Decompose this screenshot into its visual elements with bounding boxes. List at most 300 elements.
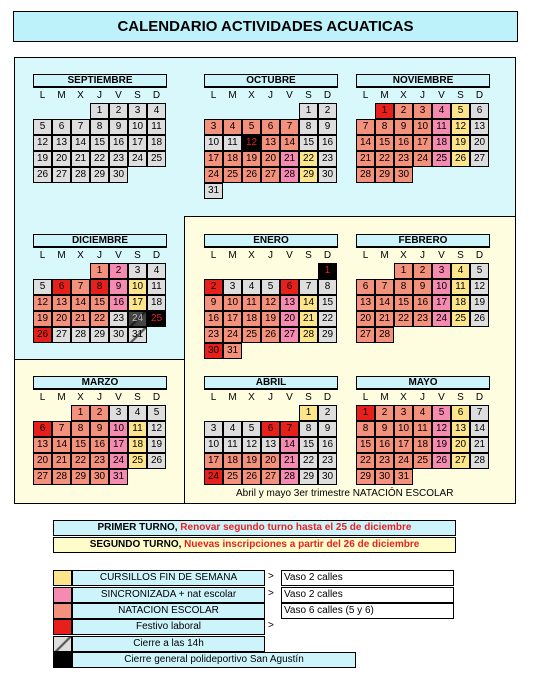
day-cell: 2: [413, 263, 432, 279]
day-cell: 20: [261, 453, 280, 469]
day-cell: 23: [109, 151, 128, 167]
weekday-label: J: [420, 392, 425, 403]
weekday-label: S: [457, 392, 464, 403]
day-cell: 12: [242, 135, 261, 151]
weekday-label: X: [77, 392, 84, 403]
day-cell: 21: [71, 151, 90, 167]
day-cell: 24: [413, 151, 432, 167]
day-cell: 14: [356, 135, 375, 151]
weekday-label: D: [152, 90, 161, 101]
day-grid: [33, 103, 166, 199]
day-cell: 24: [128, 311, 147, 327]
day-cell: 29: [71, 469, 90, 485]
weekday-label: D: [323, 90, 332, 101]
day-cell: 29: [299, 167, 318, 183]
day-cell: 16: [109, 295, 128, 311]
weekday-label: S: [134, 90, 141, 101]
legend-label-festivo: Festivo laboral: [72, 619, 265, 635]
day-cell: 29: [356, 469, 375, 485]
weekday-label: S: [134, 392, 141, 403]
day-cell: 20: [261, 151, 280, 167]
day-cell: 5: [242, 119, 261, 135]
day-cell: 5: [451, 103, 470, 119]
weekday-label: M: [228, 250, 237, 261]
weekday-label: V: [438, 90, 445, 101]
day-cell: 31: [394, 469, 413, 485]
day-cell: 19: [261, 311, 280, 327]
first-turn-text: Renovar segundo turno hasta el 25 de diciembre: [180, 522, 412, 533]
day-cell: 7: [356, 119, 375, 135]
day-cell: 17: [413, 135, 432, 151]
day-cell: 6: [261, 421, 280, 437]
day-cell: 22: [71, 453, 90, 469]
day-cell: 27: [280, 327, 299, 343]
day-cell: 12: [451, 119, 470, 135]
day-grid: [204, 263, 337, 359]
day-cell: 22: [90, 311, 109, 327]
weekday-label: M: [380, 392, 389, 403]
day-grid: [356, 263, 489, 359]
day-cell: 2: [394, 103, 413, 119]
legend-label-cierre-general: Cierre general polideportivo San Agustín: [72, 652, 356, 668]
day-cell: 8: [394, 279, 413, 295]
day-cell: 10: [128, 119, 147, 135]
day-cell: 3: [432, 263, 451, 279]
day-cell: 20: [356, 311, 375, 327]
day-cell: 29: [90, 327, 109, 343]
weekday-label: D: [323, 250, 332, 261]
day-cell: 30: [109, 327, 128, 343]
day-cell: 11: [223, 135, 242, 151]
weekday-label: L: [39, 90, 46, 101]
day-cell: 4: [413, 405, 432, 421]
day-cell: 6: [470, 103, 489, 119]
legend-pool-sincronizada: Vaso 2 calles: [281, 587, 454, 603]
weekday-label: M: [228, 90, 237, 101]
day-cell: 5: [33, 279, 52, 295]
day-cell: 10: [413, 119, 432, 135]
day-cell: 17: [394, 437, 413, 453]
day-cell: 17: [432, 295, 451, 311]
month-may: [356, 376, 492, 501]
day-cell: 8: [299, 421, 318, 437]
day-cell: 4: [147, 103, 166, 119]
day-cell: 1: [356, 405, 375, 421]
day-cell: 30: [90, 469, 109, 485]
day-cell: 3: [109, 405, 128, 421]
weekday-header: [356, 250, 492, 262]
day-cell: 23: [375, 453, 394, 469]
day-cell: 3: [204, 421, 223, 437]
day-cell: 5: [147, 405, 166, 421]
day-cell: 22: [318, 311, 337, 327]
day-cell: 27: [52, 167, 71, 183]
day-cell: 25: [451, 311, 470, 327]
day-grid: [204, 103, 337, 199]
weekday-label: D: [152, 392, 161, 403]
weekday-label: S: [305, 392, 312, 403]
weekday-label: D: [475, 90, 484, 101]
day-cell: 22: [90, 151, 109, 167]
day-cell: 3: [204, 119, 223, 135]
day-cell: 15: [375, 135, 394, 151]
month-october: [204, 74, 340, 199]
day-cell: 1: [394, 263, 413, 279]
day-cell: 3: [128, 103, 147, 119]
day-cell: 31: [204, 183, 223, 199]
day-cell: 22: [356, 453, 375, 469]
day-cell: 26: [242, 469, 261, 485]
day-cell: 12: [147, 421, 166, 437]
weekday-label: J: [420, 90, 425, 101]
weekday-label: D: [475, 250, 484, 261]
day-cell: 15: [90, 135, 109, 151]
weekday-label: X: [248, 90, 255, 101]
day-cell: 19: [432, 437, 451, 453]
day-cell: 27: [33, 469, 52, 485]
weekday-label: L: [39, 250, 46, 261]
day-cell: 28: [375, 327, 394, 343]
month-title: NOVIEMBRE: [356, 74, 490, 88]
day-cell: 26: [470, 311, 489, 327]
weekday-label: S: [305, 90, 312, 101]
second-turn-text: Nuevas inscripciones a partir del 26 de diciembre: [184, 539, 420, 550]
weekday-label: J: [268, 392, 273, 403]
third-trimester-note: Abril y mayo 3er trimestre NATACIÓN ESCOLAR: [236, 488, 454, 499]
day-cell: 13: [52, 135, 71, 151]
day-cell: 4: [128, 405, 147, 421]
day-cell: 15: [90, 295, 109, 311]
day-cell: 19: [451, 135, 470, 151]
day-cell: 19: [470, 295, 489, 311]
day-cell: 11: [128, 421, 147, 437]
day-cell: 25: [128, 453, 147, 469]
day-cell: 12: [470, 279, 489, 295]
day-cell: 7: [71, 279, 90, 295]
day-cell: 22: [299, 453, 318, 469]
weekday-label: J: [268, 250, 273, 261]
day-cell: 13: [52, 295, 71, 311]
day-cell: 14: [71, 135, 90, 151]
day-cell: 25: [147, 311, 166, 327]
weekday-header: [33, 90, 169, 102]
day-cell: 19: [242, 453, 261, 469]
day-cell: 18: [147, 295, 166, 311]
day-cell: 27: [261, 167, 280, 183]
day-cell: 7: [280, 421, 299, 437]
day-cell: 8: [375, 119, 394, 135]
weekday-label: D: [323, 392, 332, 403]
day-cell: 9: [109, 119, 128, 135]
day-cell: 8: [318, 279, 337, 295]
day-cell: 29: [318, 327, 337, 343]
day-cell: 21: [52, 453, 71, 469]
legend-swatch-sincronizada: [53, 587, 72, 603]
day-cell: 25: [147, 151, 166, 167]
weekday-label: S: [457, 90, 464, 101]
weekday-label: V: [115, 250, 122, 261]
day-cell: 12: [33, 295, 52, 311]
day-cell: 8: [90, 279, 109, 295]
day-cell: 24: [109, 453, 128, 469]
day-cell: 20: [33, 453, 52, 469]
weekday-label: V: [286, 250, 293, 261]
day-cell: 8: [71, 421, 90, 437]
legend-label-cursillos: CURSILLOS FIN DE SEMANA: [72, 570, 265, 586]
day-cell: 18: [451, 295, 470, 311]
day-cell: 5: [470, 263, 489, 279]
day-cell: 14: [71, 295, 90, 311]
weekday-label: X: [248, 392, 255, 403]
day-cell: 22: [299, 151, 318, 167]
day-cell: 9: [90, 421, 109, 437]
day-cell: 11: [223, 437, 242, 453]
day-cell: 12: [261, 295, 280, 311]
month-title: SEPTIEMBRE: [33, 74, 167, 88]
weekday-label: X: [400, 90, 407, 101]
day-cell: 30: [109, 167, 128, 183]
day-grid: [33, 405, 166, 501]
day-cell: 12: [432, 421, 451, 437]
day-cell: 16: [109, 135, 128, 151]
day-cell: 1: [71, 405, 90, 421]
weekday-label: L: [39, 392, 46, 403]
day-cell: 18: [147, 135, 166, 151]
day-cell: 23: [413, 311, 432, 327]
weekday-label: V: [438, 250, 445, 261]
day-cell: 10: [128, 279, 147, 295]
day-cell: 21: [280, 151, 299, 167]
day-cell: 9: [375, 421, 394, 437]
day-cell: 1: [90, 103, 109, 119]
day-cell: 18: [128, 437, 147, 453]
month-title: MARZO: [33, 376, 167, 390]
day-cell: 13: [33, 437, 52, 453]
day-cell: 14: [375, 295, 394, 311]
day-cell: 26: [261, 327, 280, 343]
day-grid: [204, 405, 337, 501]
day-grid: [356, 103, 489, 199]
first-turn-label: PRIMER TURNO,: [97, 522, 178, 533]
day-cell: 10: [204, 437, 223, 453]
weekday-label: V: [115, 90, 122, 101]
legend-arrow-sincronizada: >: [268, 588, 274, 599]
day-cell: 17: [128, 295, 147, 311]
weekday-label: J: [268, 90, 273, 101]
month-title: ABRIL: [204, 376, 338, 390]
day-cell: 12: [33, 135, 52, 151]
day-cell: 5: [261, 279, 280, 295]
day-cell: 9: [413, 279, 432, 295]
day-cell: 25: [242, 327, 261, 343]
day-cell: 11: [451, 279, 470, 295]
day-cell: 24: [204, 167, 223, 183]
weekday-header: [33, 250, 169, 262]
day-cell: 16: [413, 295, 432, 311]
day-cell: 1: [299, 405, 318, 421]
legend-pool-escolar: Vaso 6 calles (5 y 6): [281, 603, 454, 619]
day-cell: 31: [223, 343, 242, 359]
weekday-label: D: [152, 250, 161, 261]
day-cell: 6: [261, 119, 280, 135]
day-cell: 7: [280, 119, 299, 135]
first-turn-banner: [53, 520, 456, 536]
day-cell: 26: [33, 327, 52, 343]
weekday-label: X: [77, 90, 84, 101]
day-cell: 26: [242, 167, 261, 183]
legend-swatch-cierre-general: [53, 652, 72, 668]
weekday-label: X: [400, 392, 407, 403]
day-cell: 1: [375, 103, 394, 119]
weekday-label: L: [362, 392, 369, 403]
day-cell: 6: [52, 279, 71, 295]
day-cell: 17: [204, 151, 223, 167]
day-cell: 13: [470, 119, 489, 135]
month-december: [33, 234, 169, 359]
day-cell: 2: [375, 405, 394, 421]
day-cell: 20: [280, 311, 299, 327]
weekday-label: J: [97, 90, 102, 101]
month-february: [356, 234, 492, 359]
weekday-label: V: [115, 392, 122, 403]
day-cell: 23: [394, 151, 413, 167]
day-cell: 13: [261, 135, 280, 151]
legend-label-cierre-14h: Cierre a las 14h: [72, 636, 265, 652]
day-cell: 30: [394, 167, 413, 183]
weekday-label: M: [228, 392, 237, 403]
day-cell: 16: [204, 311, 223, 327]
day-cell: 28: [470, 453, 489, 469]
day-cell: 4: [223, 119, 242, 135]
day-cell: 23: [318, 151, 337, 167]
day-cell: 28: [280, 469, 299, 485]
day-cell: 7: [299, 279, 318, 295]
day-cell: 8: [356, 421, 375, 437]
second-turn-banner: [53, 537, 456, 553]
day-cell: 15: [394, 295, 413, 311]
day-cell: 4: [451, 263, 470, 279]
day-cell: 2: [318, 103, 337, 119]
day-cell: 3: [223, 279, 242, 295]
day-cell: 28: [71, 327, 90, 343]
day-cell: 25: [223, 167, 242, 183]
month-title: FEBRERO: [356, 234, 490, 248]
day-cell: 1: [318, 263, 337, 279]
weekday-label: D: [475, 392, 484, 403]
day-cell: 14: [280, 135, 299, 151]
month-title: MAYO: [356, 376, 490, 390]
day-cell: 25: [413, 453, 432, 469]
day-cell: 21: [470, 437, 489, 453]
day-cell: 10: [394, 421, 413, 437]
weekday-label: X: [400, 250, 407, 261]
day-cell: 16: [318, 437, 337, 453]
day-cell: 13: [356, 295, 375, 311]
day-cell: 10: [432, 279, 451, 295]
day-cell: 16: [394, 135, 413, 151]
day-cell: 6: [280, 279, 299, 295]
day-cell: 11: [413, 421, 432, 437]
day-cell: 13: [451, 421, 470, 437]
day-cell: 18: [242, 311, 261, 327]
day-cell: 6: [52, 119, 71, 135]
day-cell: 14: [470, 421, 489, 437]
weekday-label: M: [380, 90, 389, 101]
day-cell: 29: [375, 167, 394, 183]
month-january: [204, 234, 340, 359]
day-cell: 10: [109, 421, 128, 437]
legend-swatch-festivo: [53, 619, 72, 635]
day-cell: 20: [52, 311, 71, 327]
day-cell: 1: [90, 263, 109, 279]
day-cell: 9: [109, 279, 128, 295]
day-cell: 25: [432, 151, 451, 167]
day-cell: 24: [128, 151, 147, 167]
weekday-header: [33, 392, 169, 404]
month-september: [33, 74, 169, 199]
weekday-label: J: [420, 250, 425, 261]
day-cell: 11: [432, 119, 451, 135]
weekday-label: S: [305, 250, 312, 261]
day-cell: 21: [375, 311, 394, 327]
day-cell: 29: [90, 167, 109, 183]
day-cell: 23: [90, 453, 109, 469]
weekday-label: V: [286, 90, 293, 101]
day-cell: 7: [375, 279, 394, 295]
day-cell: 14: [280, 437, 299, 453]
day-cell: 21: [280, 453, 299, 469]
day-cell: 31: [128, 327, 147, 343]
day-cell: 4: [147, 263, 166, 279]
day-cell: 27: [261, 469, 280, 485]
day-cell: 3: [128, 263, 147, 279]
day-cell: 30: [375, 469, 394, 485]
month-title: ENERO: [204, 234, 338, 248]
weekday-label: J: [97, 250, 102, 261]
day-cell: 2: [204, 279, 223, 295]
day-cell: 18: [223, 453, 242, 469]
day-cell: 16: [90, 437, 109, 453]
day-cell: 25: [223, 469, 242, 485]
day-cell: 12: [242, 437, 261, 453]
day-cell: 4: [432, 103, 451, 119]
day-cell: 10: [204, 135, 223, 151]
weekday-label: L: [210, 90, 217, 101]
weekday-header: [356, 90, 492, 102]
day-cell: 20: [52, 151, 71, 167]
day-cell: 15: [356, 437, 375, 453]
day-cell: 23: [109, 311, 128, 327]
legend-label-escolar: NATACION ESCOLAR: [72, 603, 265, 619]
day-cell: 6: [356, 279, 375, 295]
day-cell: 24: [432, 311, 451, 327]
day-cell: 9: [394, 119, 413, 135]
day-cell: 27: [356, 327, 375, 343]
month-title: DICIEMBRE: [33, 234, 167, 248]
month-april: [204, 376, 340, 501]
day-cell: 5: [242, 421, 261, 437]
day-cell: 3: [394, 405, 413, 421]
day-cell: 28: [356, 167, 375, 183]
day-cell: 22: [394, 311, 413, 327]
day-cell: 18: [413, 437, 432, 453]
day-cell: 31: [109, 469, 128, 485]
day-cell: 7: [470, 405, 489, 421]
weekday-header: [204, 90, 340, 102]
weekday-header: [204, 250, 340, 262]
legend-swatch-cursillos: [53, 570, 72, 586]
day-grid: [33, 263, 166, 359]
